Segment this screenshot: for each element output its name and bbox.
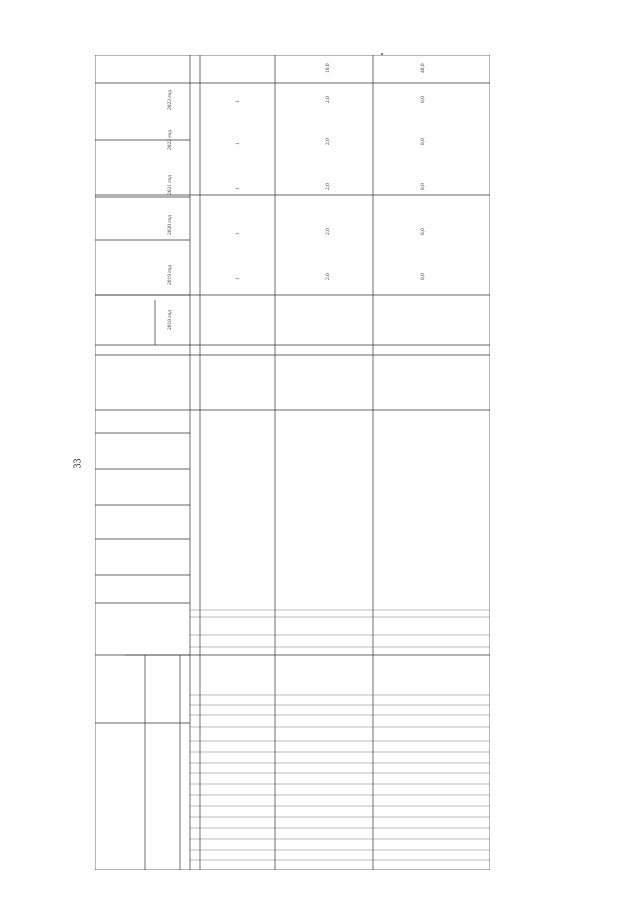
row-3-2022: 8,0 xyxy=(420,138,426,145)
row-2-target: 10,0 xyxy=(325,63,331,73)
table-grid xyxy=(95,55,490,870)
row-2-2020: 2,0 xyxy=(325,228,331,235)
row-2-2023: 2,0 xyxy=(325,96,331,103)
year-2018: 2018 год xyxy=(167,310,173,330)
row-3-2021: 8,0 xyxy=(420,183,426,190)
row-2-2019: 2,0 xyxy=(325,273,331,280)
row-3-2020: 8,0 xyxy=(420,228,426,235)
row-1-2022: 1 xyxy=(235,142,241,145)
year-2019: 2019 год xyxy=(167,265,173,285)
year-2020: 2020 год xyxy=(167,215,173,235)
row-1-2021: 1 xyxy=(235,187,241,190)
row-1-2019: 1 xyxy=(235,277,241,280)
row-3-target: 40,0 xyxy=(420,63,426,73)
rotated-table-sheet xyxy=(95,55,490,870)
row-1-2023: 1 xyxy=(235,100,241,103)
row-2-2021: 2,0 xyxy=(325,183,331,190)
year-2022: 2022 год xyxy=(167,130,173,150)
row-1-2020: 1 xyxy=(235,232,241,235)
year-2021: 2021 год xyxy=(167,175,173,195)
page-number: 33 xyxy=(72,458,84,469)
row-3-2023: 8,0 xyxy=(420,96,426,103)
row-3-2019: 8,0 xyxy=(420,273,426,280)
year-2023: 2023 год xyxy=(167,90,173,110)
row-2-2022: 2,0 xyxy=(325,138,331,145)
